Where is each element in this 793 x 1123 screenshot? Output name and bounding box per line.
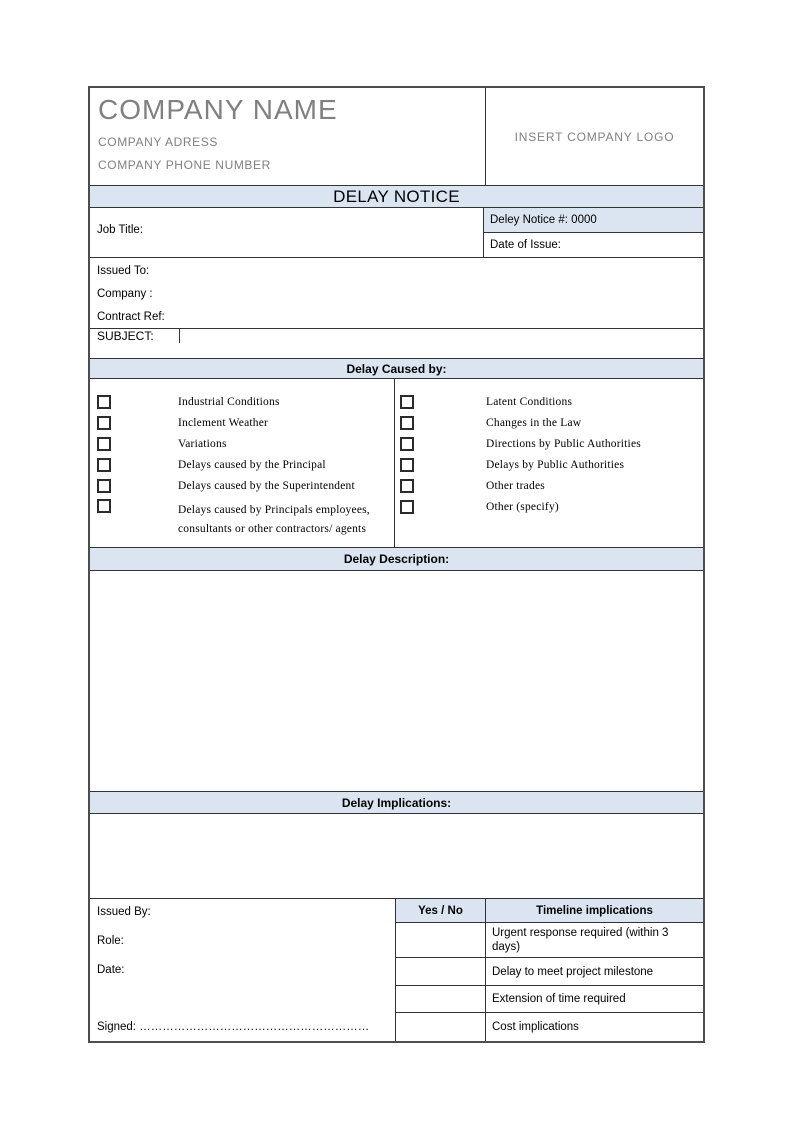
- cause-label: Changes in the Law: [486, 416, 582, 429]
- delay-notice-form: [88, 86, 705, 1043]
- recipient-company-label: Company :: [97, 288, 153, 300]
- delay-cause-left-column: [90, 379, 395, 547]
- checkbox-other-specify[interactable]: [400, 500, 414, 514]
- cause-label: Other (specify): [486, 500, 559, 513]
- yes-no-cell-project-milestone[interactable]: [396, 958, 485, 986]
- role-label: Role:: [97, 935, 124, 947]
- company-address: COMPANY ADRESS: [98, 135, 218, 149]
- cause-option: [97, 433, 394, 454]
- company-info-cell[interactable]: [90, 88, 485, 185]
- checkbox-industrial-conditions[interactable]: [97, 395, 111, 409]
- cause-label: Delays caused by the Superintendent: [178, 479, 355, 492]
- date-label: Date:: [97, 964, 125, 976]
- cause-option: [97, 475, 394, 496]
- checkbox-delays-by-superintendent[interactable]: [97, 479, 111, 493]
- cause-label: Latent Conditions: [486, 395, 573, 408]
- checkbox-other-trades[interactable]: [400, 479, 414, 493]
- cause-option: [400, 391, 703, 412]
- cause-label: Inclement Weather: [178, 416, 269, 429]
- checkbox-delays-by-public-authorities[interactable]: [400, 458, 414, 472]
- cause-option: [97, 454, 394, 475]
- timeline-row-extension-of-time: Extension of time required: [486, 986, 703, 1013]
- cause-option: [400, 412, 703, 433]
- job-title-label: Job Title:: [97, 224, 144, 236]
- company-logo-placeholder[interactable]: INSERT COMPANY LOGO: [485, 88, 703, 185]
- checkbox-delays-by-principal[interactable]: [97, 458, 111, 472]
- delay-description-header: Delay Description:: [90, 548, 703, 571]
- cause-option: [400, 475, 703, 496]
- checkbox-delays-by-principals-employees[interactable]: [97, 499, 111, 513]
- timeline-row-urgent-response: Urgent response required (within 3 days): [486, 923, 703, 958]
- delay-cause-options: [90, 379, 703, 548]
- signed-line[interactable]: Signed: ……………………………………………………: [97, 1021, 370, 1033]
- delay-implications-header: Delay Implications:: [90, 792, 703, 814]
- subject-label: SUBJECT:: [90, 329, 180, 343]
- cause-option: [400, 496, 703, 517]
- checkbox-variations[interactable]: [97, 437, 111, 451]
- yes-no-cell-cost-implications[interactable]: [396, 1013, 485, 1041]
- company-name: COMPANY NAME: [98, 94, 338, 125]
- recipient-block[interactable]: [90, 258, 703, 329]
- yes-no-cell-extension-of-time[interactable]: [396, 986, 485, 1013]
- delay-caused-by-header: Delay Caused by:: [90, 359, 703, 379]
- checkbox-inclement-weather[interactable]: [97, 416, 111, 430]
- contract-ref-label: Contract Ref:: [97, 311, 165, 323]
- cause-label: Directions by Public Authorities: [486, 437, 641, 450]
- delay-implications-input[interactable]: [90, 814, 703, 899]
- checkbox-directions-by-public-authorities[interactable]: [400, 437, 414, 451]
- notice-number-field[interactable]: Deley Notice #: 0000: [484, 208, 703, 233]
- issued-to-label: Issued To:: [97, 265, 150, 277]
- document-title: DELAY NOTICE: [90, 186, 703, 208]
- cause-option: [97, 496, 394, 539]
- company-phone: COMPANY PHONE NUMBER: [98, 158, 271, 172]
- notice-meta-column: [483, 208, 703, 257]
- issued-by-label: Issued By:: [97, 906, 151, 918]
- checkbox-latent-conditions[interactable]: [400, 395, 414, 409]
- yes-no-header: Yes / No: [396, 899, 485, 923]
- checkbox-changes-in-the-law[interactable]: [400, 416, 414, 430]
- cause-label: Delays caused by Principals employees, consultants or other contractors/ agents: [178, 504, 370, 535]
- subject-row: [90, 329, 703, 359]
- cause-option: [400, 433, 703, 454]
- timeline-implications-header: Timeline implications: [486, 899, 703, 923]
- yes-no-cell-urgent-response[interactable]: [396, 923, 485, 958]
- date-of-issue-field[interactable]: Date of Issue:: [490, 239, 561, 251]
- job-meta-row: [90, 208, 703, 258]
- cause-label: Industrial Conditions: [178, 395, 280, 408]
- delay-cause-right-column: [395, 379, 703, 547]
- cause-label: Other trades: [486, 479, 545, 492]
- cause-label: Delays caused by the Principal: [178, 458, 326, 471]
- company-header-row: [90, 88, 703, 186]
- delay-description-input[interactable]: [90, 571, 703, 792]
- cause-option: [97, 412, 394, 433]
- timeline-implications-column: [485, 899, 703, 1041]
- sign-off-table: [90, 899, 703, 1041]
- job-title-field[interactable]: [90, 208, 483, 257]
- cause-label: Delays by Public Authorities: [486, 458, 625, 471]
- cause-option: [97, 391, 394, 412]
- timeline-row-project-milestone: Delay to meet project milestone: [486, 958, 703, 986]
- yes-no-column: [395, 899, 485, 1041]
- issued-by-cell[interactable]: [90, 899, 395, 1041]
- cause-option: [400, 454, 703, 475]
- cause-label: Variations: [178, 437, 227, 450]
- timeline-row-cost-implications: Cost implications: [492, 1021, 579, 1033]
